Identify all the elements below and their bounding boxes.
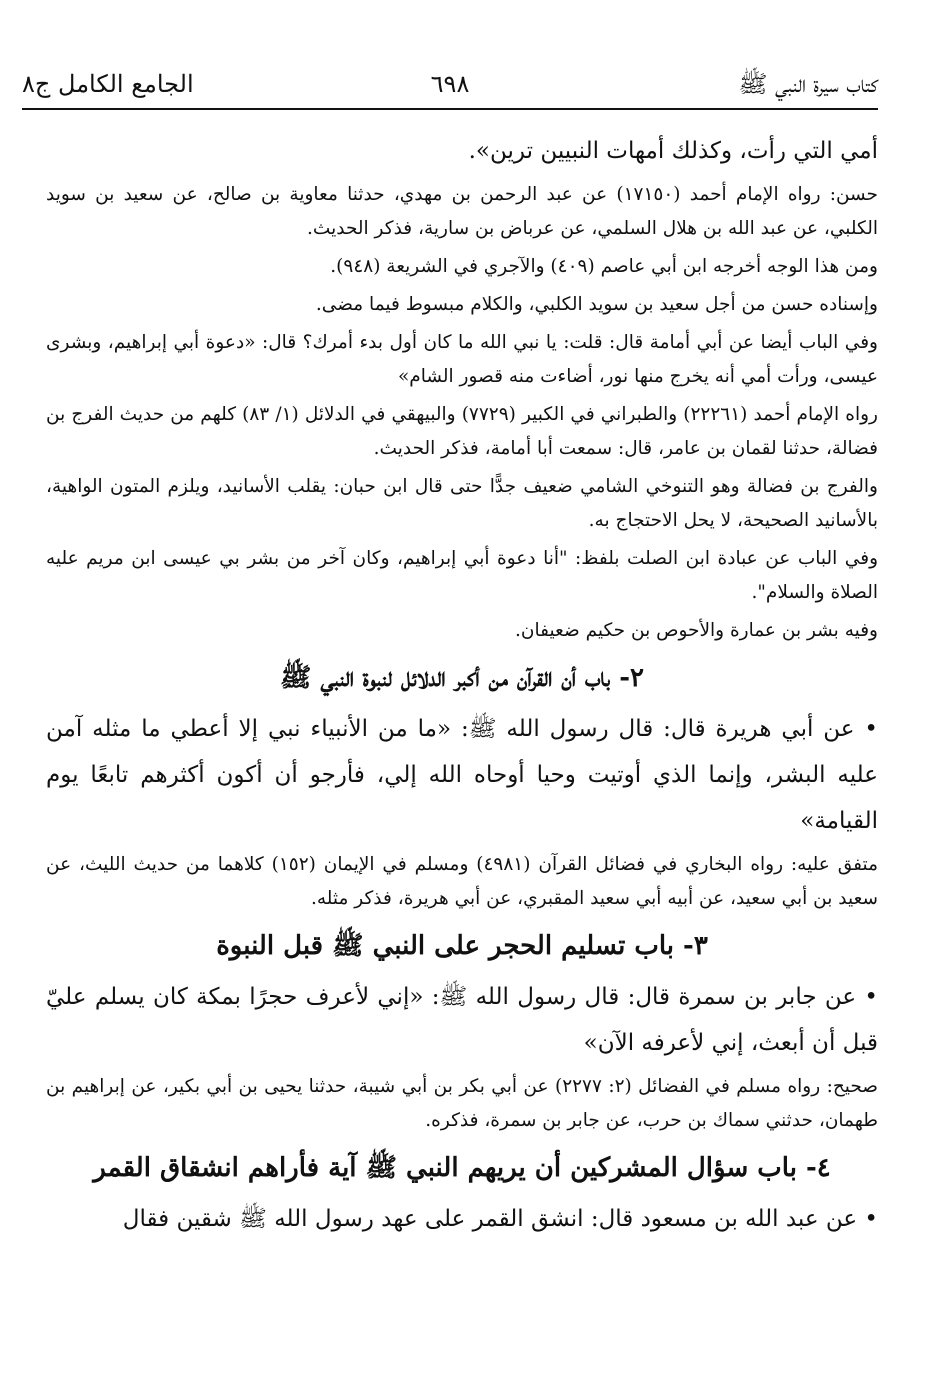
commentary-paragraph: وإسناده حسن من أجل سعيد بن سويد الكلبي، والكلام مبسوط فيما مضى. <box>315 294 878 315</box>
header-divider <box>22 108 878 110</box>
commentary-paragraph: وفي الباب عن عبادة ابن الصلت بلفظ: "أنا دعوة أبي إبراهيم، وكان آخر من بشر بي عيسى ابن مريم عليه الصلاة والسلام". <box>46 548 878 603</box>
hadith-text: • عن أبي هريرة قال: قال رسول الله ﷺ: «ما من الأنبياء نبي إلا أعطي ما مثله آمن عليه البشر، وإنما الذي أوتيت وحيا أوحاه الله إلي، فأرجو أن أكون أكثرهم تابعًا يوم القيامة» <box>46 716 878 834</box>
chapter-heading: ٤- باب سؤال المشركين أن يريهم النبي ﷺ آية فأراهم انشقاق القمر <box>93 1153 831 1183</box>
hadith-text: • عن عبد الله بن مسعود قال: انشق القمر على عهد رسول الله ﷺ شقين فقال <box>122 1206 878 1232</box>
commentary-paragraph: رواه الإمام أحمد (٢٢٢٦١) والطبراني في الكبير (٧٧٢٩) والبيهقي في الدلائل (١/ ٨٣) كلهم من حديث الفرج بن فضالة، حدثنا لقمان بن عامر، قال: سمعت أبا أمامة، فذكر الحديث. <box>46 404 878 459</box>
commentary-paragraph: صحيح: رواه مسلم في الفضائل (٢: ٢٢٧٧) عن أبي بكر بن أبي شيبة، حدثنا يحيى بن أبي بكير، عن إبراهيم بن طهمان، حدثني سماك بن حرب، عن جابر بن سمرة، فذكره. <box>46 1076 878 1131</box>
commentary-paragraph: ومن هذا الوجه أخرجه ابن أبي عاصم (٤٠٩) والآجري في الشريعة (٩٤٨). <box>330 256 878 277</box>
commentary-paragraph: والفرج بن فضالة وهو التنوخي الشامي ضعيف جدًّا حتى قال ابن حبان: يقلب الأسانيد، ويلزم المتون الواهية، بالأسانيد الصحيحة، لا يحل الاحتجاج به. <box>46 476 878 531</box>
chapter-heading: ٢- باب أن القرآن من أكبر الدلائل لنبوة النبي ﷺ <box>280 663 644 693</box>
commentary-paragraph: وفيه بشر بن عمارة والأحوص بن حكيم ضعيفان. <box>515 620 878 641</box>
commentary-paragraph: حسن: رواه الإمام أحمد (١٧١٥٠) عن عبد الرحمن بن مهدي، حدثنا معاوية بن صالح، عن سعيد بن سويد الكلبي، عن عبد الله بن هلال السلمي، عن عرباض بن سارية، فذكر الحديث. <box>46 184 878 239</box>
header-book-title: كتاب سيرة النبي ﷺ <box>738 70 878 98</box>
commentary-paragraph: متفق عليه: رواه البخاري في فضائل القرآن (٤٩٨١) ومسلم في الإيمان (١٥٢) كلاهما من حديث الليث، عن سعيد بن أبي سعيد، عن أبيه أبي سعيد المقبري، عن أبي هريرة، فذكر مثله. <box>46 854 879 909</box>
header-volume-title: الجامع الكامل ج٨ <box>22 70 194 98</box>
chapter-heading: ٣- باب تسليم الحجر على النبي ﷺ قبل النبوة <box>216 931 708 961</box>
page-body <box>46 128 878 1242</box>
page-header <box>22 64 878 104</box>
page-number: ٦٩٨ <box>430 70 470 98</box>
hadith-text: أمي التي رأت، وكذلك أمهات النبيين ترين». <box>468 138 878 164</box>
hadith-text: • عن جابر بن سمرة قال: قال رسول الله ﷺ: «إني لأعرف حجرًا بمكة كان يسلم عليّ قبل أن أبعث، إني لأعرفه الآن» <box>46 984 878 1056</box>
commentary-paragraph: وفي الباب أيضا عن أبي أمامة قال: قلت: يا نبي الله ما كان أول بدء أمرك؟ قال: «دعوة أبي إبراهيم، وبشرى عيسى، ورأت أمي أنه يخرج منها نور، أضاءت منه قصور الشام» <box>46 332 878 387</box>
